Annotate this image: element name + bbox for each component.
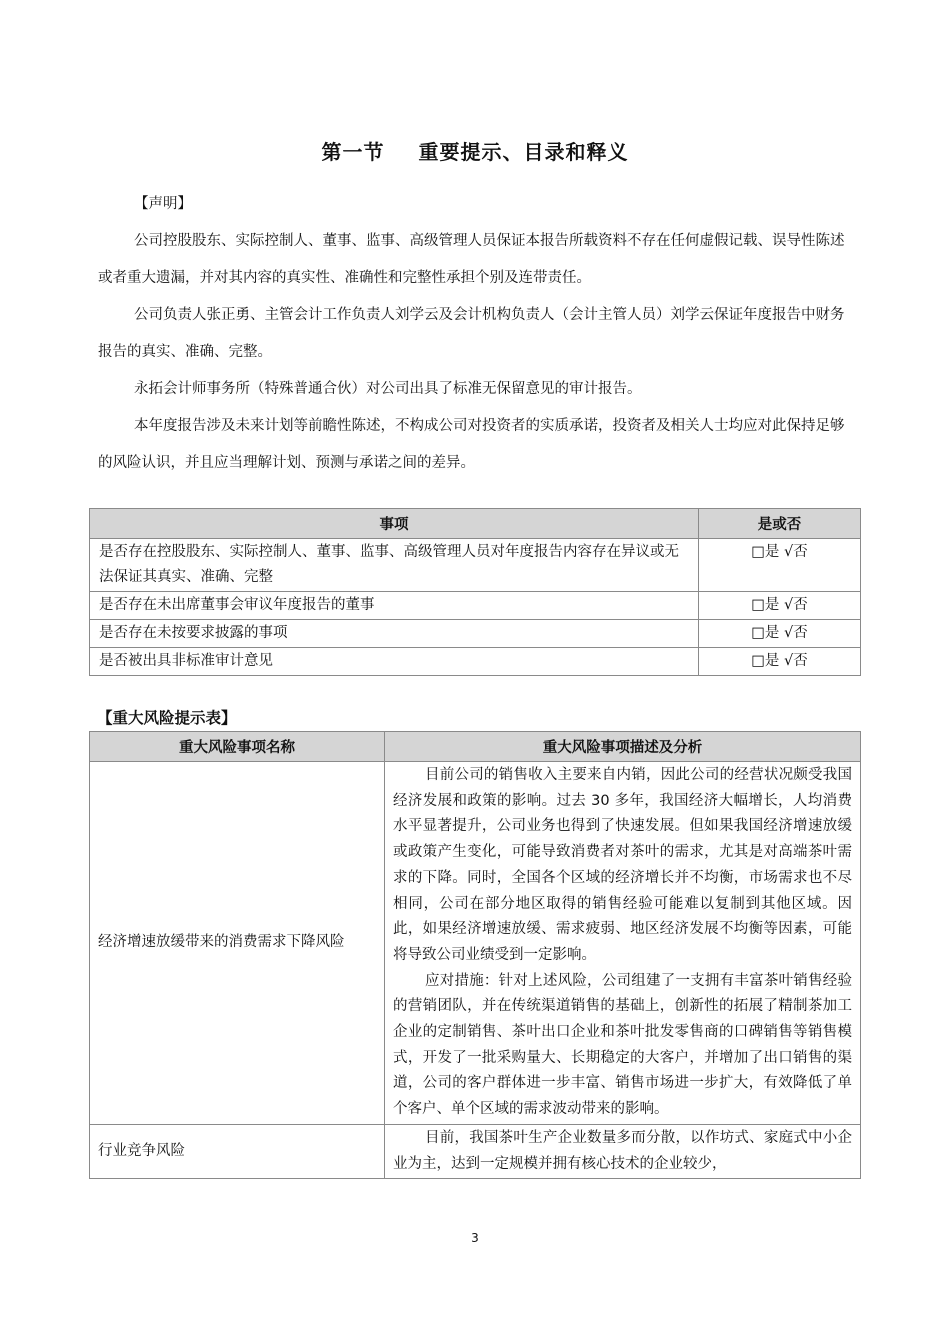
risk-name: 行业竞争风险 bbox=[90, 1124, 385, 1178]
declaration-paragraph: 永拓会计师事务所（特殊普通合伙）对公司出具了标准无保留意见的审计报告。 bbox=[134, 381, 642, 397]
column-header-risk-name: 重大风险事项名称 bbox=[90, 732, 385, 762]
table-row bbox=[90, 1124, 861, 1178]
risk-table bbox=[89, 731, 861, 1179]
risk-name: 经济增速放缓带来的消费需求下降风险 bbox=[90, 762, 385, 1125]
checklist-answer: □是 √否 bbox=[699, 648, 861, 676]
column-header-answer: 是或否 bbox=[699, 509, 861, 539]
checklist-item: 是否被出具非标准审计意见 bbox=[90, 648, 699, 676]
checklist-answer: □是 √否 bbox=[699, 620, 861, 648]
column-header-item: 事项 bbox=[90, 509, 699, 539]
declaration-paragraph: 本年度报告涉及未来计划等前瞻性陈述，不构成公司对投资者的实质承诺，投资者及相关人士均应对此保持足够的风险认识，并且应当理解计划、预测与承诺之间的差异。 bbox=[98, 418, 845, 471]
table-header-row bbox=[90, 509, 861, 539]
checklist-table bbox=[89, 508, 861, 676]
declaration-heading: 【声明】 bbox=[134, 196, 192, 212]
risk-description bbox=[385, 1124, 861, 1178]
table-row bbox=[90, 648, 861, 676]
checklist-answer: □是 √否 bbox=[699, 592, 861, 620]
risk-analysis-text: 目前公司的销售收入主要来自内销，因此公司的经营状况颇受我国经济发展和政策的影响。过去 30 多年，我国经济大幅增长，人均消费水平显著提升，公司业务也得到了快速发展。但如果我国经济增速放缓或政策产生变化，可能导致消费者对茶叶的需求，尤其是对高端茶叶需求的下降。同时，全国各个区域的经济增长并不均衡，市场需求也不尽相同，公司在部分地区取得的销售经验可能难以复制到其他区域。因此，如果经济增速放缓、需求疲弱、地区经济发展不均衡等因素，可能将导致公司业绩受到一定影响。 bbox=[393, 767, 852, 963]
section-title bbox=[0, 136, 950, 165]
table-row bbox=[90, 762, 861, 1125]
table-header-row bbox=[90, 732, 861, 762]
declaration-paragraph: 公司负责人张正勇、主管会计工作负责人刘学云及会计机构负责人（会计主管人员）刘学云保证年度报告中财务报告的真实、准确、完整。 bbox=[98, 307, 845, 360]
table-row bbox=[90, 620, 861, 648]
checklist-item: 是否存在未按要求披露的事项 bbox=[90, 620, 699, 648]
page-number: 3 bbox=[471, 1231, 479, 1245]
checklist-answer: □是 √否 bbox=[699, 539, 861, 592]
declaration-paragraph: 公司控股股东、实际控制人、董事、监事、高级管理人员保证本报告所载资料不存在任何虚假记载、误导性陈述或者重大遗漏，并对其内容的真实性、准确性和完整性承担个别及连带责任。 bbox=[98, 233, 845, 286]
section-number: 第一节 bbox=[321, 140, 385, 164]
checklist-item: 是否存在控股股东、实际控制人、董事、监事、高级管理人员对年度报告内容存在异议或无法保证其真实、准确、完整 bbox=[90, 539, 699, 592]
risk-analysis-text: 目前，我国茶叶生产企业数量多而分散，以作坊式、家庭式中小企业为主，达到一定规模并拥有核心技术的企业较少， bbox=[393, 1129, 852, 1172]
risk-description bbox=[385, 762, 861, 1125]
table-row bbox=[90, 592, 861, 620]
risk-countermeasure-text: 应对措施：针对上述风险，公司组建了一支拥有丰富茶叶销售经验的营销团队，并在传统渠道销售的基础上，创新性的拓展了精制茶加工企业的定制销售、茶叶出口企业和茶叶批发零售商的口碑销售等销售模式，开发了一批采购量大、长期稳定的大客户，并增加了出口销售的渠道，公司的客户群体进一步丰富、销售市场进一步扩大，有效降低了单个客户、单个区域的需求波动带来的影响。 bbox=[393, 972, 852, 1118]
section-name: 重要提示、目录和释义 bbox=[418, 140, 629, 164]
column-header-risk-desc: 重大风险事项描述及分析 bbox=[385, 732, 861, 762]
checklist-item: 是否存在未出席董事会审议年度报告的董事 bbox=[90, 592, 699, 620]
table-row bbox=[90, 539, 861, 592]
risk-table-heading: 【重大风险提示表】 bbox=[97, 709, 237, 727]
